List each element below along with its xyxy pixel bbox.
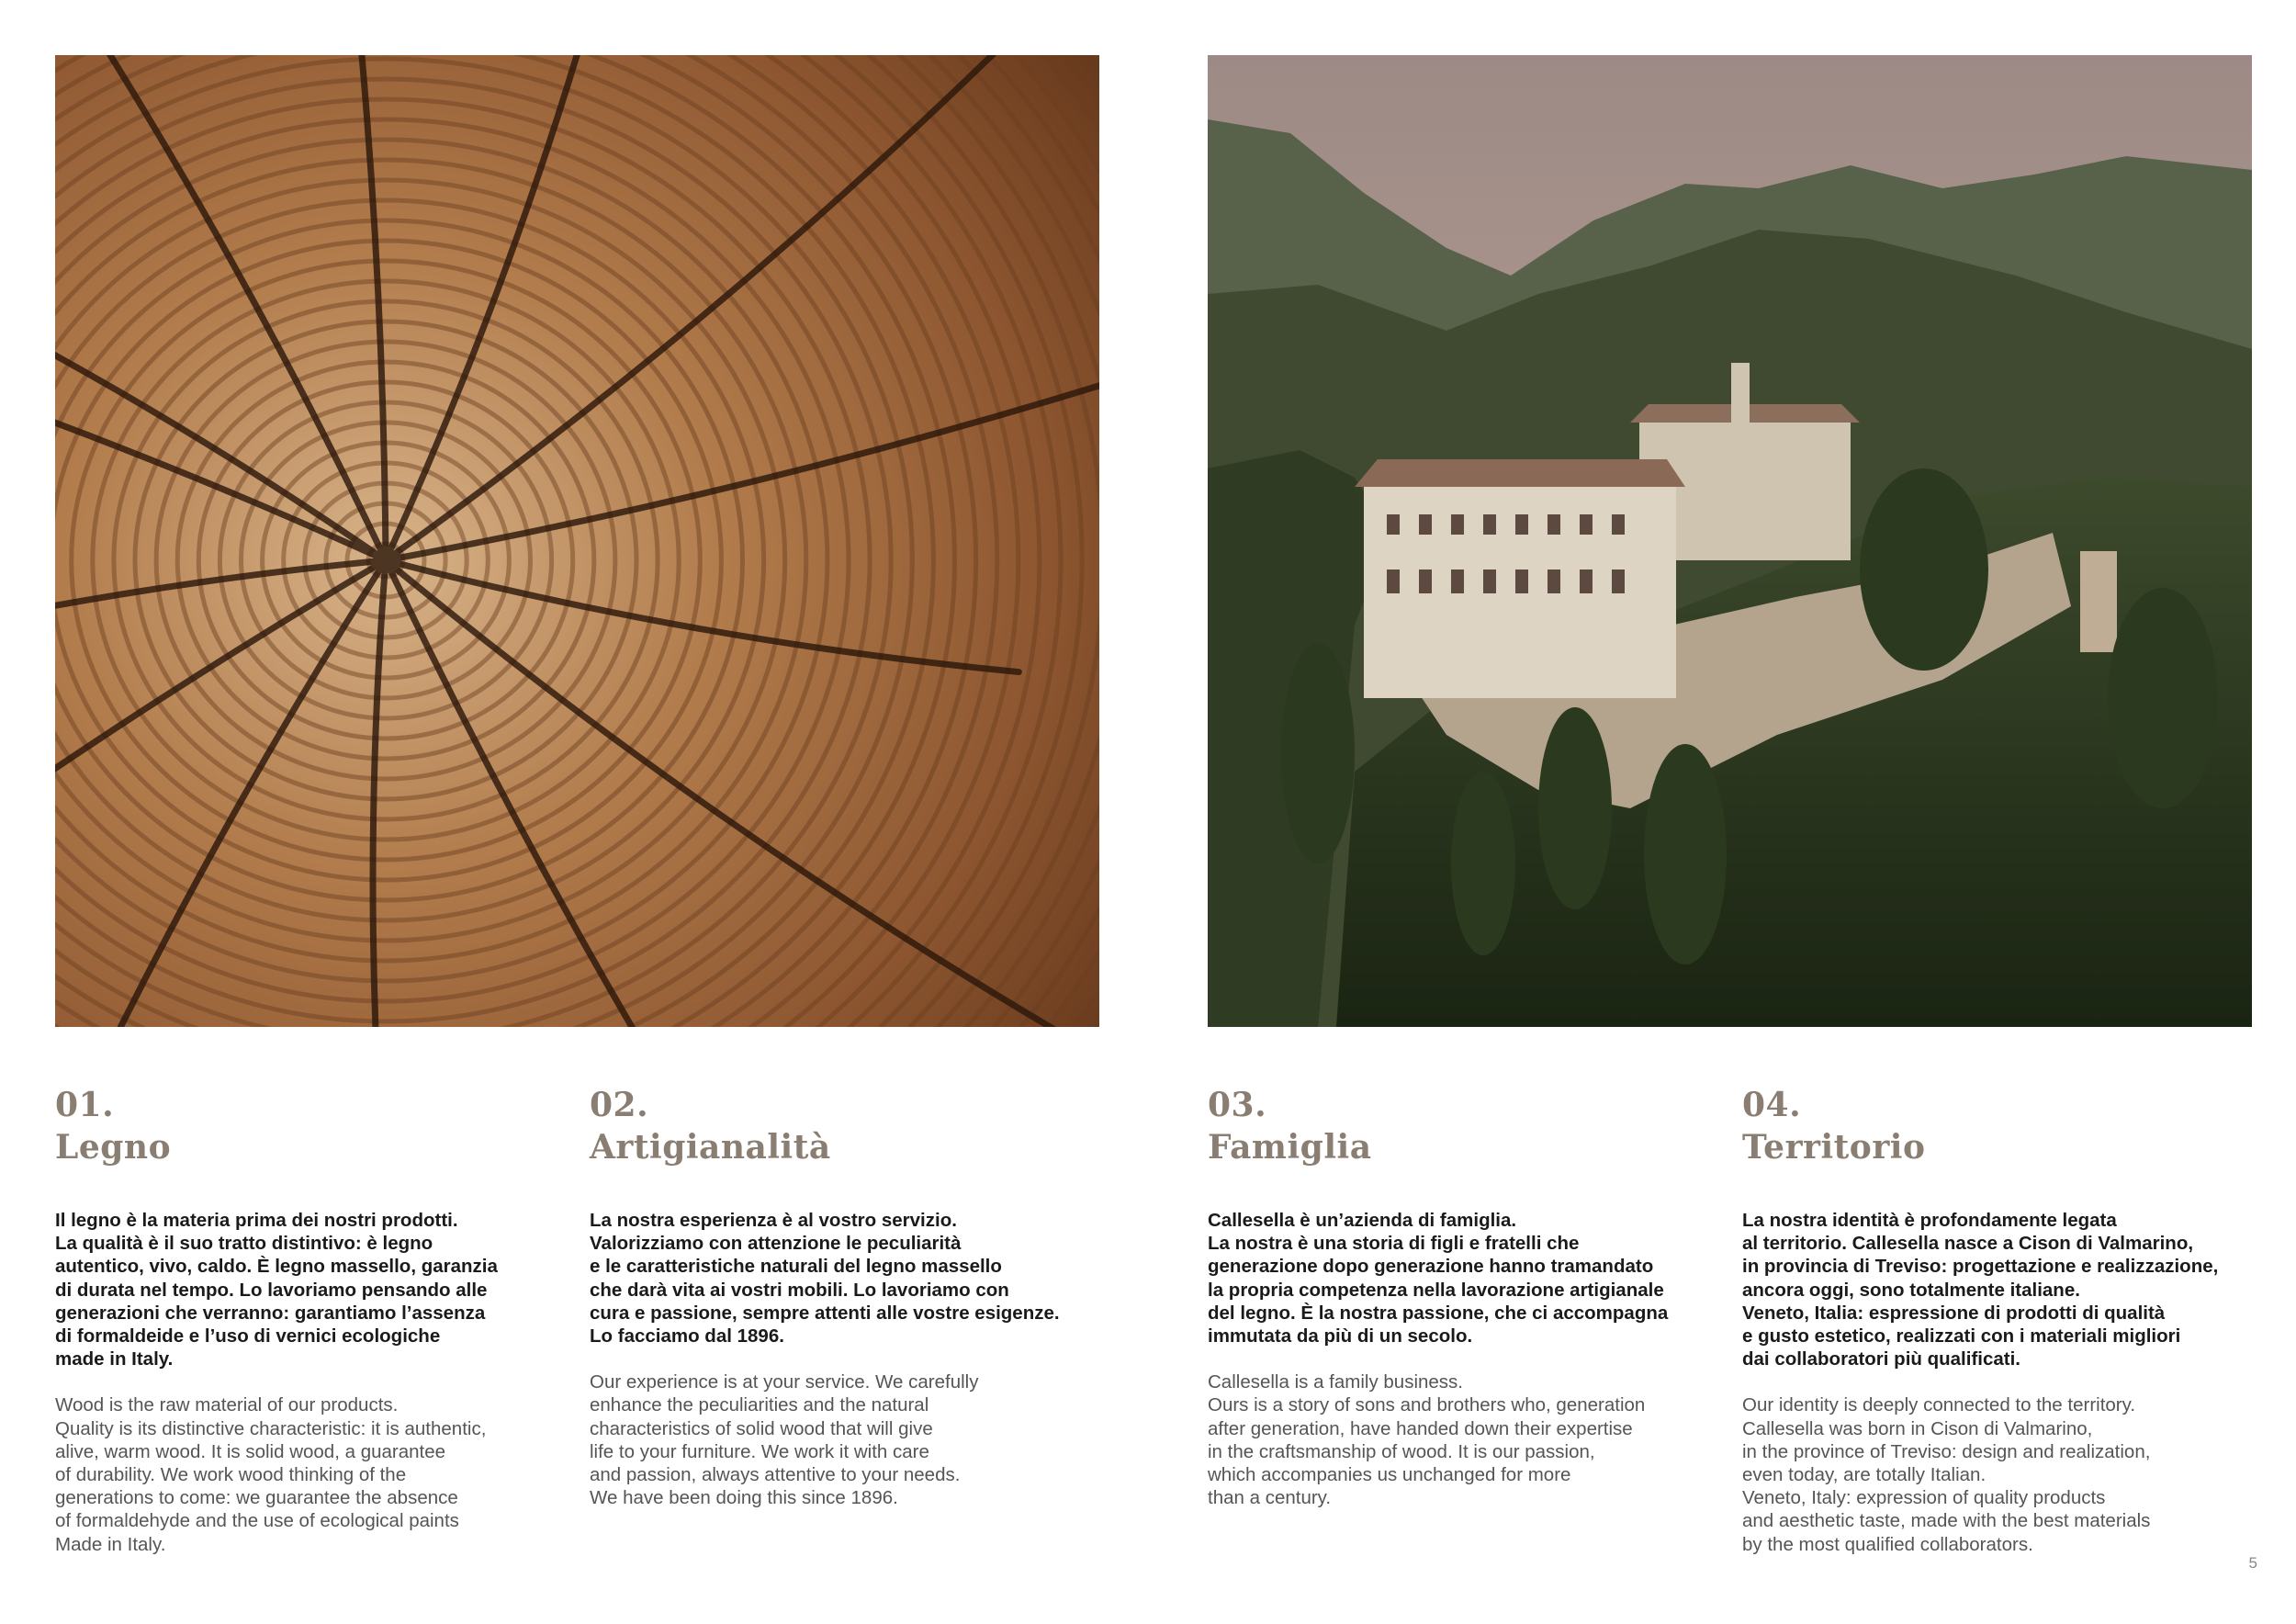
section-text-english: Callesella is a family business. Ours is a story of sons and brothers who, generation after generation, have handed down their expertise in the craftsmanship of wood. It is our passion, which accompanies us unchanged for more than a century.: [1208, 1371, 1646, 1509]
section-text-italian: Callesella è un’azienda di famiglia. La nostra è una storia di figli e fratelli che generazione dopo generazione hanno tramandato la propria competenza nella lavorazione artigianale del legno. È la nostra passione, che ci accompagna immutata da più di un secolo.: [1208, 1210, 1669, 1348]
section-title: Legno: [55, 1128, 172, 1167]
section-text-english: Wood is the raw material of our products. Quality is its distinctive characteristic: it is authentic, alive, warm wood. It is solid wood, a guarantee of durability. We work wood thinking of the generations to come: we guarantee the absence of formaldehyde and the use of ecological paints Made in Italy.: [55, 1394, 487, 1555]
wood-cross-section-image: [55, 55, 1099, 1027]
section-text-english: Our experience is at your service. We carefully enhance the peculiarities and the natural characteristics of solid wood that will give life to your furniture. We work it with care and passion, always attentive to your needs. We have been doing this since 1896.: [590, 1371, 979, 1509]
section-territorio: [1742, 1084, 2257, 1556]
castle-landscape-image: [1208, 55, 2252, 1027]
section-famiglia: [1208, 1084, 1722, 1509]
section-number: 02.: [590, 1086, 649, 1124]
section-number: 03.: [1208, 1086, 1267, 1124]
section-text-italian: La nostra esperienza è al vostro servizio. Valorizziamo con attenzione le peculiarità e le caratteristiche naturali del legno massello che darà vita ai vostri mobili. Lo lavoriamo con cura e passione, sempre attenti alle vostre esigenze. Lo facciamo dal 1896.: [590, 1210, 1060, 1348]
section-title: Famiglia: [1208, 1128, 1372, 1167]
section-text-italian: Il legno è la materia prima dei nostri prodotti. La qualità è il suo tratto distintivo: è legno autentico, vivo, caldo. È legno massello, garanzia di durata nel tempo. Lo lavoriamo pensando alle generazioni che verranno: garantiamo l’assenza di formaldeide e l’uso di vernici ecologiche made in Italy.: [55, 1210, 498, 1370]
section-number: 01.: [55, 1086, 115, 1124]
section-text-italian: La nostra identità è profondamente legata al territorio. Callesella nasce a Cison di Valmarino, in provincia di Treviso: progettazione e realizzazione, ancora oggi, sono totalmente italiane. Veneto, Italia: espressione di prodotti di qualità e gusto estetico, realizzati con i materiali migliori dai collaboratori più qualificati.: [1742, 1210, 2219, 1370]
section-legno: [55, 1084, 569, 1556]
section-title: Artigianalità: [590, 1128, 831, 1167]
page-number: 5: [2248, 1554, 2257, 1572]
section-artigianalita: [590, 1084, 1104, 1509]
section-title: Territorio: [1742, 1128, 1926, 1167]
section-text-english: Our identity is deeply connected to the territory. Callesella was born in Cison di Valmarino, in the province of Treviso: design and realization, even today, are totally Italian. Veneto, Italy: expression of quality products and aesthetic taste, made with the best materials by the most qualified collaborators.: [1742, 1394, 2151, 1555]
section-number: 04.: [1742, 1086, 1802, 1124]
